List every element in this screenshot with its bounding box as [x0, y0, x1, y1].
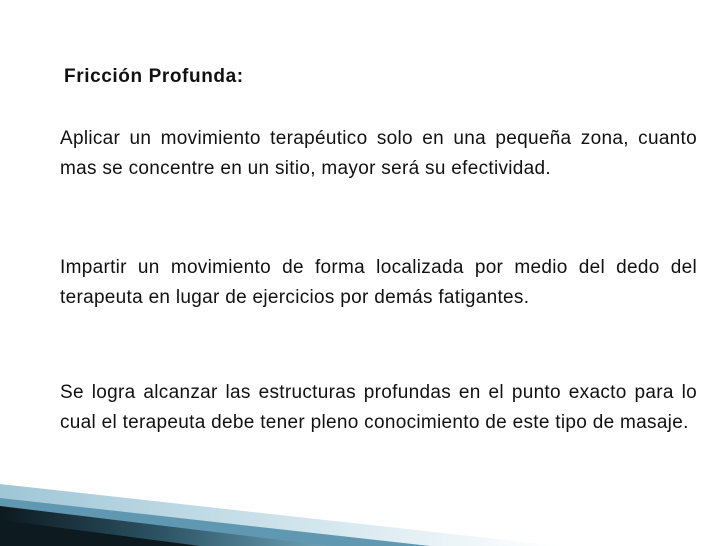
paragraph-3: Se logra alcanzar las estructuras profundas en el punto exacto para lo cual el terapeuta debe tener pleno conocimiento de este tipo de masaje.	[60, 382, 697, 433]
corner-decoration	[0, 476, 728, 546]
slide-title: Fricción Profunda:	[64, 66, 244, 87]
paragraph-2: Impartir un movimiento de forma localizada por medio del dedo del terapeuta en lugar de ejercicios por demás fatigantes.	[60, 257, 697, 308]
paragraph-1: Aplicar un movimiento terapéutico solo en una pequeña zona, cuanto mas se concentre en un sitio, mayor será su efectividad.	[60, 128, 697, 179]
